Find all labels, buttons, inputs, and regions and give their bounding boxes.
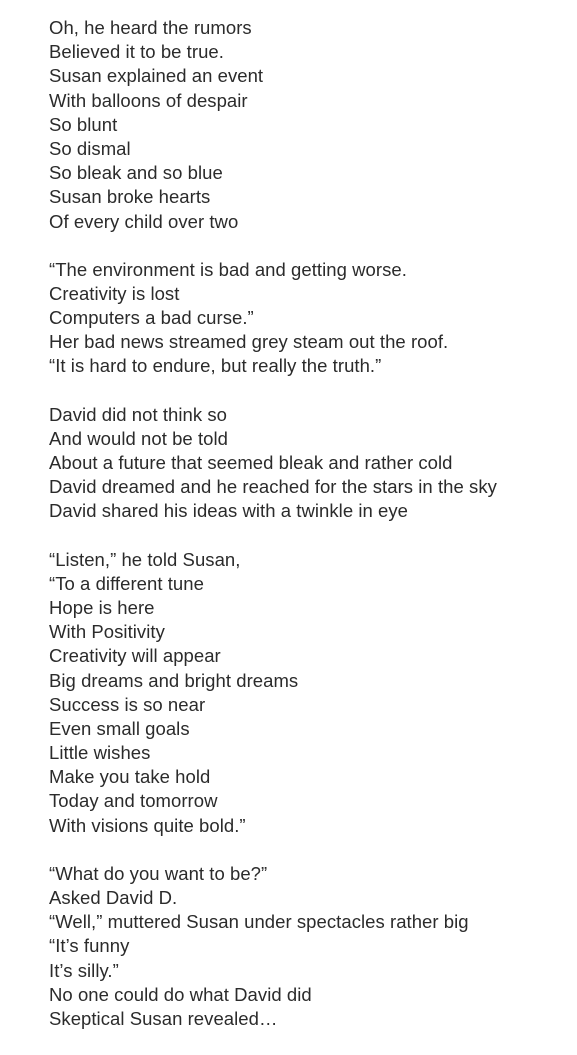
poem-line: David dreamed and he reached for the stars in the sky (49, 476, 497, 498)
stanza-2 (49, 258, 577, 379)
poem-line: David did not think so (49, 403, 227, 425)
poem-line: “What do you want to be?” (49, 862, 268, 884)
poem-line: With balloons of despair (49, 89, 248, 111)
poem-page (49, 16, 577, 1055)
poem-line: Hope is here (49, 596, 155, 618)
poem-line: “Well,” muttered Susan under spectacles rather big (49, 911, 469, 933)
poem-line: Success is so near (49, 693, 206, 715)
poem-line: Susan explained an event (49, 65, 264, 87)
poem-line: “It is hard to endure, but really the truth.” (49, 355, 382, 377)
poem-line: Today and tomorrow (49, 790, 218, 812)
poem-line: With Positivity (49, 621, 165, 643)
poem-line: Little wishes (49, 742, 151, 764)
poem-line: So blunt (49, 113, 118, 135)
poem-line: No one could do what David did (49, 983, 312, 1005)
poem-line: Creativity will appear (49, 645, 221, 667)
poem-line: Susan broke hearts (49, 186, 211, 208)
poem-line: About a future that seemed bleak and rather cold (49, 452, 453, 473)
poem-line: Make you take hold (49, 766, 211, 788)
poem-line: And would not be told (49, 427, 228, 449)
stanza-3 (49, 403, 577, 524)
poem-line: Believed it to be true. (49, 41, 224, 63)
poem-line: Of every child over two (49, 210, 239, 232)
poem-line: So bleak and so blue (49, 162, 223, 184)
poem-line: Creativity is lost (49, 282, 180, 304)
poem-line: “It’s funny (49, 935, 130, 957)
stanza-5 (49, 862, 577, 1031)
poem-line: “Listen,” he told Susan, (49, 548, 241, 570)
poem-line: “The environment is bad and getting worse. (49, 258, 407, 280)
poem-line: It’s silly.” (49, 959, 119, 981)
stanza-1 (49, 16, 577, 234)
poem-line: Even small goals (49, 717, 190, 739)
poem-line: Computers a bad curse.” (49, 307, 254, 329)
poem-line: Oh, he heard the rumors (49, 17, 252, 38)
poem-line: So dismal (49, 137, 131, 159)
poem-line: Skeptical Susan revealed… (49, 1007, 278, 1029)
poem-line: Her bad news streamed grey steam out the roof. (49, 331, 449, 353)
poem-line: Big dreams and bright dreams (49, 669, 299, 691)
poem-line: With visions quite bold.” (49, 814, 246, 836)
poem-line: “To a different tune (49, 572, 204, 594)
poem-line: David shared his ideas with a twinkle in eye (49, 500, 409, 522)
poem-line: Asked David D. (49, 887, 178, 908)
stanza-4 (49, 548, 577, 838)
